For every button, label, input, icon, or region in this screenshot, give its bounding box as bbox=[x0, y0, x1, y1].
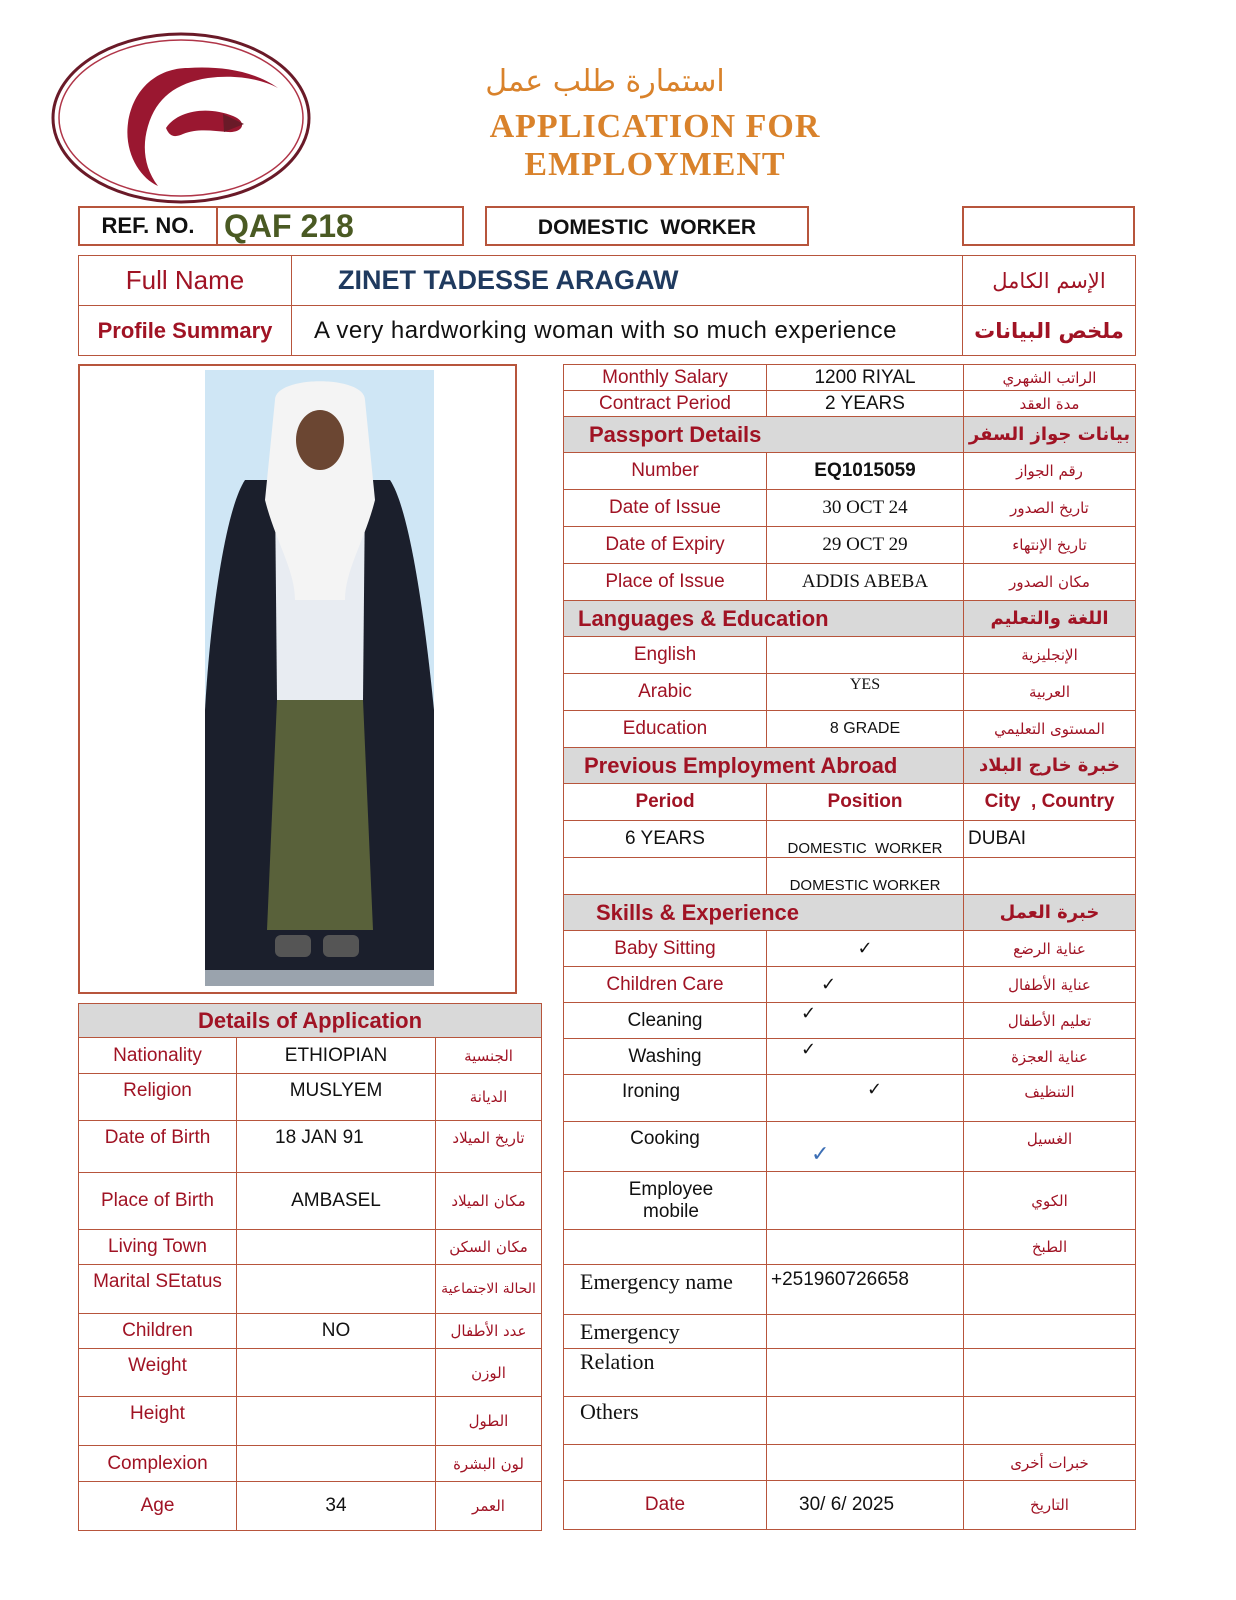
skill-baby-sitting: Baby Sitting bbox=[564, 931, 767, 967]
emergency-name-label: Emergency name bbox=[564, 1265, 767, 1315]
emergency-name-value: +251960726658 bbox=[767, 1265, 964, 1315]
emergency-ar bbox=[964, 1315, 1136, 1349]
emergency-value bbox=[767, 1315, 964, 1349]
complexion-label: Complexion bbox=[79, 1446, 237, 1482]
emergency-name-ar bbox=[964, 1265, 1136, 1315]
religion-label: Religion bbox=[79, 1074, 237, 1121]
skill-washing-check bbox=[767, 1039, 964, 1075]
children-value: NO bbox=[237, 1314, 436, 1349]
check-icon: ✓ bbox=[821, 974, 837, 994]
education-value: 8 GRADE bbox=[767, 711, 964, 748]
skill-children-care-ar: عناية الأطفال bbox=[964, 967, 1136, 1003]
photo-frame bbox=[78, 364, 517, 994]
skill-cleaning-check bbox=[767, 1003, 964, 1039]
arabic-value: YES bbox=[767, 674, 964, 711]
issue-date-ar: تاريخ الصدور bbox=[964, 490, 1136, 527]
title-arabic: استمارة طلب عمل bbox=[485, 64, 725, 99]
issue-date-label: Date of Issue bbox=[564, 490, 767, 527]
languages-title-ar: اللغة والتعليم bbox=[964, 601, 1136, 637]
skill-cooking-ar: الغسيل bbox=[964, 1122, 1136, 1172]
arabic-label: Arabic bbox=[564, 674, 767, 711]
skill-ironing-check bbox=[767, 1075, 964, 1122]
religion-ar: الديانة bbox=[436, 1074, 542, 1121]
applicant-photo bbox=[205, 370, 434, 986]
summary-value: A very hardworking woman with so much experience bbox=[292, 306, 963, 356]
check-icon: ✓ bbox=[857, 938, 873, 958]
application-table bbox=[78, 1003, 542, 1531]
children-label: Children bbox=[79, 1314, 237, 1349]
dob-label: Date of Birth bbox=[79, 1121, 237, 1173]
weight-label: Weight bbox=[79, 1349, 237, 1397]
other-exp-ar: خبرات أخرى bbox=[964, 1445, 1136, 1481]
expiry-date-label: Date of Expiry bbox=[564, 527, 767, 564]
blank-skill-ar: الطبخ bbox=[964, 1230, 1136, 1265]
pob-ar: مكان الميلاد bbox=[436, 1173, 542, 1230]
issue-date-value: 30 OCT 24 bbox=[767, 490, 964, 527]
age-value: 34 bbox=[237, 1482, 436, 1531]
employee-mobile-value bbox=[767, 1172, 964, 1230]
languages-title: Languages & Education bbox=[564, 601, 964, 637]
height-ar: الطول bbox=[436, 1397, 542, 1446]
skill-washing-ar: عناية العجزة bbox=[964, 1039, 1136, 1075]
col-city: City , Country bbox=[964, 784, 1136, 821]
period-label: Contract Period bbox=[564, 391, 767, 417]
skill-washing: Washing bbox=[564, 1039, 767, 1075]
english-value bbox=[767, 637, 964, 674]
marital-label: Marital SEtatus bbox=[79, 1265, 237, 1314]
period-value: 2 YEARS bbox=[767, 391, 964, 417]
col-period: Period bbox=[564, 784, 767, 821]
ref-label: REF. NO. bbox=[80, 208, 218, 244]
blank-skill-value bbox=[767, 1230, 964, 1265]
prev-city-1: DUBAI bbox=[964, 821, 1136, 858]
skills-title-ar: خبرة العمل bbox=[964, 895, 1136, 931]
pob-label: Place of Birth bbox=[79, 1173, 237, 1230]
skills-title: Skills & Experience bbox=[564, 895, 964, 931]
job-title-box bbox=[485, 206, 809, 246]
ref-value: QAF 218 bbox=[224, 208, 354, 244]
prev-period-2 bbox=[564, 858, 767, 895]
skill-cooking: Cooking bbox=[564, 1122, 767, 1172]
other-exp-value bbox=[767, 1445, 964, 1481]
salary-label: Monthly Salary bbox=[564, 365, 767, 391]
living-town-ar: مكان السكن bbox=[436, 1230, 542, 1265]
period-ar: مدة العقد bbox=[964, 391, 1136, 417]
full-name-ar: الإسم الكامل bbox=[963, 256, 1136, 306]
right-table bbox=[563, 364, 1136, 1530]
relation-ar bbox=[964, 1349, 1136, 1397]
issue-place-value: ADDIS ABEBA bbox=[767, 564, 964, 601]
nationality-value: ETHIOPIAN bbox=[237, 1038, 436, 1074]
complexion-ar: لون البشرة bbox=[436, 1446, 542, 1482]
salary-ar: الراتب الشهري bbox=[964, 365, 1136, 391]
job-title: DOMESTIC WORKER bbox=[537, 216, 757, 239]
others-value bbox=[767, 1397, 964, 1445]
title-english: APPLICATION FOR EMPLOYMENT bbox=[489, 108, 821, 183]
salary-value: 1200 RIYAL bbox=[767, 365, 964, 391]
passport-title: Passport Details bbox=[564, 417, 964, 453]
check-icon: ✓ bbox=[811, 1141, 830, 1166]
date-value: 30/ 6/ 2025 bbox=[767, 1481, 964, 1530]
skill-baby-sitting-check bbox=[767, 931, 964, 967]
previous-title: Previous Employment Abroad bbox=[564, 748, 964, 784]
religion-value: MUSLYEM bbox=[237, 1074, 436, 1121]
skill-cleaning: Cleaning bbox=[564, 1003, 767, 1039]
height-label: Height bbox=[79, 1397, 237, 1446]
expiry-date-value: 29 OCT 29 bbox=[767, 527, 964, 564]
emergency-label: Emergency bbox=[564, 1315, 767, 1349]
prev-period-1: 6 YEARS bbox=[564, 821, 767, 858]
check-icon: ✓ bbox=[867, 1079, 883, 1099]
marital-value bbox=[237, 1265, 436, 1314]
summary-label: Profile Summary bbox=[79, 306, 292, 356]
passport-number-ar: رقم الجواز bbox=[964, 453, 1136, 490]
dob-value: 18 JAN 91 bbox=[237, 1121, 436, 1173]
skill-cooking-check bbox=[767, 1122, 964, 1172]
date-label: Date bbox=[564, 1481, 767, 1530]
education-ar: المستوى التعليمي bbox=[964, 711, 1136, 748]
relation-label: Relation bbox=[564, 1349, 767, 1397]
english-label: English bbox=[564, 637, 767, 674]
identity-table bbox=[78, 255, 1136, 356]
marital-ar: الحالة الاجتماعية bbox=[436, 1265, 542, 1314]
height-value bbox=[237, 1397, 436, 1446]
other-exp-label bbox=[564, 1445, 767, 1481]
skill-cleaning-ar: تعليم الأطفال bbox=[964, 1003, 1136, 1039]
col-position: Position bbox=[767, 784, 964, 821]
living-town-label: Living Town bbox=[79, 1230, 237, 1265]
living-town-value bbox=[237, 1230, 436, 1265]
skill-children-care-check bbox=[767, 967, 964, 1003]
pob-value: AMBASEL bbox=[237, 1173, 436, 1230]
age-ar: العمر bbox=[436, 1482, 542, 1531]
education-label: Education bbox=[564, 711, 767, 748]
english-ar: الإنجليزية bbox=[964, 637, 1136, 674]
children-ar: عدد الأطفال bbox=[436, 1314, 542, 1349]
relation-value bbox=[767, 1349, 964, 1397]
check-icon: ✓ bbox=[801, 1039, 817, 1059]
application-title: Details of Application bbox=[79, 1004, 542, 1038]
issue-place-label: Place of Issue bbox=[564, 564, 767, 601]
issue-place-ar: مكان الصدور bbox=[964, 564, 1136, 601]
employee-mobile-ar: الكوي bbox=[964, 1172, 1136, 1230]
prev-position-2: DOMESTIC WORKER bbox=[767, 858, 964, 895]
company-logo bbox=[48, 28, 314, 208]
nationality-ar: الجنسية bbox=[436, 1038, 542, 1074]
passport-title-ar: بيانات جواز السفر bbox=[964, 417, 1136, 453]
employee-mobile-label: Employee mobile bbox=[564, 1172, 767, 1230]
passport-number-label: Number bbox=[564, 453, 767, 490]
prev-position-1: DOMESTIC WORKER bbox=[767, 821, 964, 858]
complexion-value bbox=[237, 1446, 436, 1482]
skill-ironing-ar: التنظيف bbox=[964, 1075, 1136, 1122]
ref-box bbox=[78, 206, 464, 246]
age-label: Age bbox=[79, 1482, 237, 1531]
blank-skill-label bbox=[564, 1230, 767, 1265]
skill-baby-sitting-ar: عناية الرضع bbox=[964, 931, 1136, 967]
skill-ironing: Ironing bbox=[564, 1075, 767, 1122]
arabic-ar: العربية bbox=[964, 674, 1136, 711]
check-icon: ✓ bbox=[801, 1003, 817, 1023]
others-label: Others bbox=[564, 1397, 767, 1445]
blank-box bbox=[962, 206, 1135, 246]
prev-city-2 bbox=[964, 858, 1136, 895]
date-ar: التاريخ bbox=[964, 1481, 1136, 1530]
weight-value bbox=[237, 1349, 436, 1397]
passport-number-value: EQ1015059 bbox=[767, 453, 964, 490]
summary-ar: ملخص البيانات bbox=[963, 306, 1136, 356]
others-ar bbox=[964, 1397, 1136, 1445]
weight-ar: الوزن bbox=[436, 1349, 542, 1397]
dob-ar: تاريخ الميلاد bbox=[436, 1121, 542, 1173]
nationality-label: Nationality bbox=[79, 1038, 237, 1074]
full-name-value: ZINET TADESSE ARAGAW bbox=[292, 256, 963, 306]
full-name-label: Full Name bbox=[79, 256, 292, 306]
skill-children-care: Children Care bbox=[564, 967, 767, 1003]
expiry-date-ar: تاريخ الإنتهاء bbox=[964, 527, 1136, 564]
previous-title-ar: خبرة خارج البلاد bbox=[964, 748, 1136, 784]
